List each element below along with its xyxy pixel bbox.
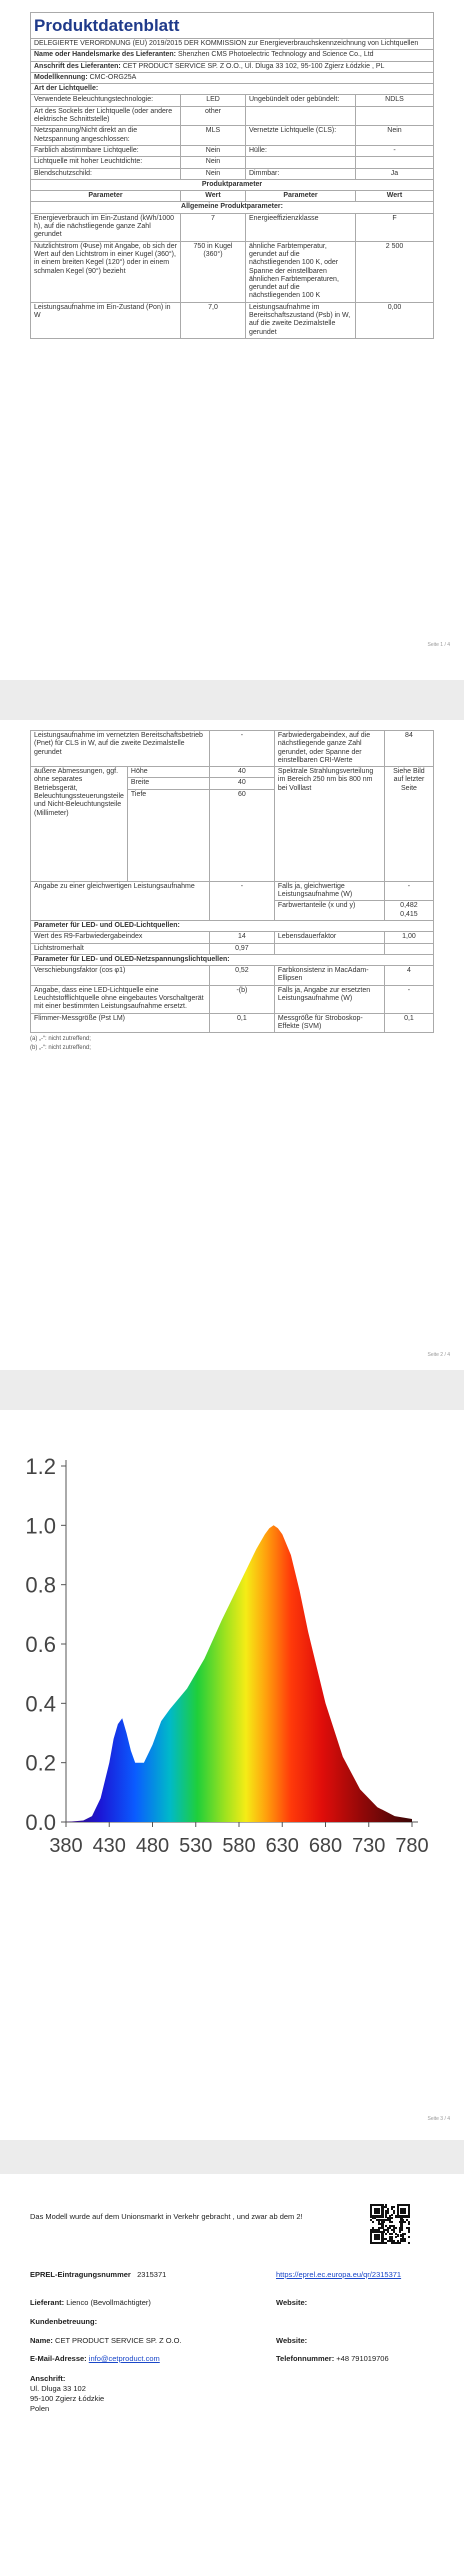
- document-title: Produktdatenblatt: [30, 12, 434, 38]
- footnote-a: (a) „-“: nicht zutreffend;: [30, 1036, 91, 1043]
- eprel-number: 2315371: [137, 2270, 167, 2279]
- dimensions-label: äußere Abmessungen, ggf. ohne separates Betriebsgerät, Beleuchtungssteuerungsteile und Nicht-Beleuchtungsteile (Millimeter): [31, 767, 128, 882]
- table-row: Leistungsaufnahme im Ein-Zustand (Pon) in W 7,0 Leistungsaufnahme im Bereitschaftszustand (Psb) in W, auf die zweite Dezimalstelle gerundet 0,00: [31, 302, 434, 338]
- address-line: Ul. Dluga 33 102: [30, 2384, 86, 2393]
- page-separator: [0, 1370, 464, 1410]
- page-number: Seite 1 / 4: [427, 642, 450, 648]
- x-tick-label: 580: [222, 1835, 256, 1857]
- spectral-distribution-chart: [0, 1410, 464, 2030]
- website-label-2: Website:: [276, 2336, 308, 2345]
- spectrum-area: [66, 1525, 412, 1822]
- x-tick-label: 530: [179, 1835, 213, 1857]
- page-1: [0, 0, 464, 680]
- y-tick-label: 0.0: [25, 1810, 56, 1835]
- email-label: E-Mail-Adresse:: [30, 2354, 87, 2363]
- market-intro-text: Das Modell wurde auf dem Unionsmarkt in Verkehr gebracht , und zwar ab dem 2!: [30, 2212, 303, 2221]
- product-info-table: [30, 38, 434, 339]
- mains-params-header: Parameter für LED- und OLED-Netzspannungslichtquellen:: [31, 954, 434, 965]
- y-tick-label: 0.8: [25, 1572, 56, 1598]
- x-tick-label: 680: [308, 1835, 343, 1857]
- name-label: Name:: [30, 2336, 53, 2345]
- model-label: Modellkennung:: [34, 73, 88, 81]
- supplier-value: Shenzhen CMS Photoelectric Technology and Science Co., Ltd: [177, 51, 374, 59]
- table-row: Wert des R9-Farbwiedergabeindex 14 Lebensdauerfaktor 1,00: [31, 932, 434, 943]
- table-row: Lichtquelle mit hoher Leuchtdichte: Nein: [31, 157, 434, 168]
- page-4: [0, 2174, 464, 2560]
- table-row: Farblich abstimmbare Lichtquelle: Nein Hülle: -: [31, 145, 434, 156]
- y-tick-label: 1.2: [25, 1454, 56, 1479]
- y-tick-label: 0.6: [25, 1632, 56, 1657]
- supplier-label: Name oder Handelsmarke des Lieferanten:: [34, 51, 176, 59]
- spectral-value: Siehe Bild auf letzter Seite: [384, 767, 433, 882]
- table-row: Verschiebungsfaktor (cos φ1) 0,52 Farbkonsistenz in MacAdam-Ellipsen 4: [31, 966, 434, 986]
- address-line: Polen: [30, 2404, 50, 2413]
- qr-code-icon: [370, 2204, 410, 2244]
- general-params-header: Allgemeine Produktparameter:: [31, 202, 434, 213]
- y-tick-label: 1.0: [25, 1513, 56, 1539]
- page-separator: [0, 2140, 464, 2174]
- regulation-text: DELEGIERTE VERORDNUNG (EU) 2019/2015 DER KOMMISSION zur Energieverbrauchskennzeichnung von Lichtquellen: [31, 39, 434, 50]
- email-link[interactable]: info@cetproduct.com: [88, 2354, 160, 2363]
- page-separator: [0, 680, 464, 720]
- phone-value: +48 791019706: [336, 2354, 389, 2363]
- phone-label: Telefonnummer:: [276, 2354, 335, 2363]
- table-row: Art des Sockels der Lichtquelle (oder andere elektrische Schnittstelle) other: [31, 106, 434, 126]
- table-row: Nutzlichtstrom (Φuse) mit Angabe, ob sich der Wert auf den Lichtstrom in einer Kugel (360°), in einem breiten Kegel (120°) oder in einem schmalen Kegel (90°) bezieht 750 in Kugel (360°) ähnliche Farbtemperatur, gerundet auf die nächstliegenden 100 K, oder Spanne der einstellbaren ähnlichen Farbtemperaturen, gerundet auf die nächstliegenden 100 K 2 500: [31, 241, 434, 302]
- spectral-label: Spektrale Strahlungsverteilung im Bereich 250 nm bis 800 nm bei Volllast: [274, 767, 384, 882]
- supplier-label: Lieferant:: [30, 2298, 65, 2307]
- table-row: Verwendete Beleuchtungstechnologie: LED Ungebündelt oder gebündelt: NDLS: [31, 95, 434, 106]
- supplier-value: Lienco (Bevollmächtigter): [66, 2298, 151, 2307]
- table-row: Blendschutzschild: Nein Dimmbar: Ja: [31, 168, 434, 179]
- table-row: Angabe, dass eine LED-Lichtquelle eine Leuchtstofflichtquelle ohne eingebautes Vorschaltgerät mit einer bestimmten Leistungsaufnahme ersetzt. -(b) Falls ja, Angabe zur ersetzten Leistungsaufnahme (W) -: [31, 985, 434, 1013]
- eprel-link[interactable]: https://eprel.ec.europa.eu/qr/2315371: [276, 2270, 402, 2279]
- footnote-b: (b) „-“: nicht zutreffend;: [30, 1045, 91, 1052]
- table-row: Tiefe 60: [31, 789, 434, 881]
- table-row: Netzspannung/Nicht direkt an die Netzspannung angeschlossen: MLS Vernetzte Lichtquelle (CLS): Nein: [31, 126, 434, 146]
- page-3: [0, 1410, 464, 2140]
- x-tick-label: 480: [135, 1835, 170, 1857]
- x-tick-label: 430: [92, 1835, 126, 1857]
- address-value: CET PRODUCT SERVICE SP. Z O.O., Ul. Dluga 33 102, 95-100 Zgierz Łódzkie , PL: [122, 62, 385, 70]
- y-tick-label: 0.4: [25, 1691, 56, 1717]
- x-tick-label: 780: [395, 1835, 429, 1857]
- website-label: Website:: [276, 2298, 308, 2307]
- table-row: Flimmer-Messgröße (Pst LM) 0,1 Messgröße für Stroboskop-Effekte (SVM) 0,1: [31, 1013, 434, 1033]
- table-row: Lichtstromerhalt 0,97: [31, 943, 434, 954]
- address-line: 95-100 Zgierz Łódzkie: [30, 2394, 105, 2403]
- customer-service-label: Kundenbetreuung:: [30, 2317, 98, 2326]
- x-tick-label: 630: [265, 1835, 299, 1857]
- x-tick-label: 730: [352, 1835, 386, 1857]
- model-value: CMC-ORG25A: [89, 73, 137, 81]
- params-header: Produktparameter: [31, 179, 434, 190]
- page-number: Seite 2 / 4: [427, 1352, 450, 1358]
- table-row: Angabe zu einer gleichwertigen Leistungsaufnahme - Falls ja, gleichwertige Leistungsaufnahme (W) -: [31, 881, 434, 901]
- table-row: Farbwertanteile (x und y) 0,482 0,415: [31, 901, 434, 921]
- params-column-headers: Parameter Wert Parameter Wert: [31, 191, 434, 202]
- name-value: CET PRODUCT SERVICE SP. Z O.O.: [55, 2336, 182, 2345]
- led-params-header: Parameter für LED- und OLED-Lichtquellen:: [31, 920, 434, 931]
- table-row: Leistungsaufnahme im vernetzten Bereitschaftsbetrieb (Pnet) für CLS in W, auf die zweite Dezimalstelle gerundet - Farbwiedergabeindex, auf die nächstliegende ganze Zahl gerundet, oder Spanne der einstellbaren CRI-Werte 84: [31, 731, 434, 767]
- light-type-header: Art der Lichtquelle:: [31, 84, 434, 95]
- table-row: äußere Abmessungen, ggf. ohne separates Betriebsgerät, Beleuchtungssteuerungsteile und Nicht-Beleuchtungsteile (Millimeter) Höhe 40 Spektrale Strahlungsverteilung im Bereich 250 nm bis 800 nm bei Volllast Siehe Bild auf letzter Seite: [31, 767, 434, 778]
- page-number: Seite 3 / 4: [427, 2116, 450, 2122]
- page-2: [0, 720, 464, 1370]
- eprel-label: EPREL-Eintragungsnummer: [30, 2270, 131, 2279]
- address-label: Anschrift des Lieferanten:: [34, 62, 121, 70]
- table-row: Energieverbrauch im Ein-Zustand (kWh/1000 h), auf die nächstliegende ganze Zahl gerundet 7 Energieeffizienzklasse F: [31, 213, 434, 241]
- table-row: Breite 40: [31, 778, 434, 789]
- address-label: Anschrift:: [30, 2374, 66, 2383]
- product-params-table-continued: [30, 730, 434, 1033]
- x-tick-label: 380: [49, 1835, 83, 1857]
- y-tick-label: 0.2: [25, 1750, 56, 1776]
